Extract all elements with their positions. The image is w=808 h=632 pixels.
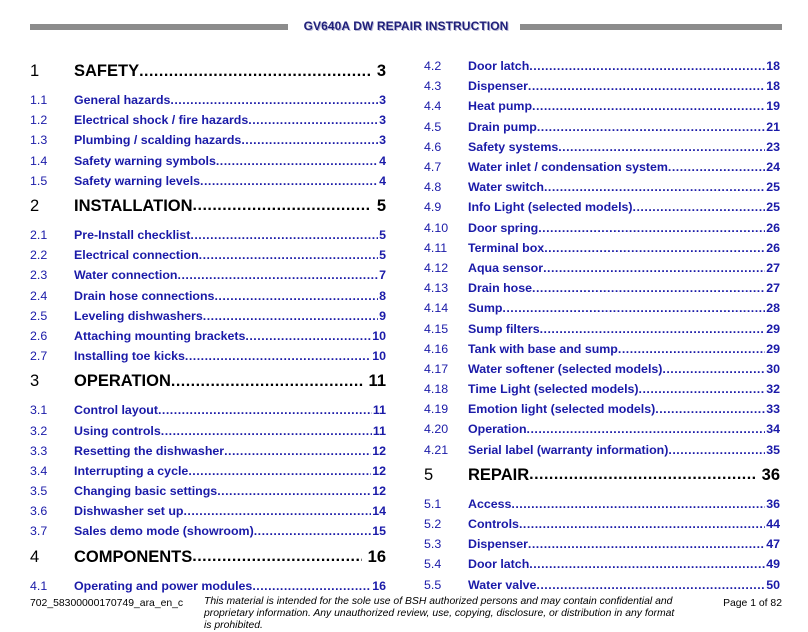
toc-entry-title: Resetting the dishwasher	[74, 443, 225, 458]
toc-entry-title: Electrical connection	[74, 248, 199, 263]
toc-entry-title: Access	[468, 496, 512, 511]
document-title: GV640A DW REPAIR INSTRUCTION	[303, 19, 509, 33]
toc-entry-page: 9	[379, 308, 386, 323]
toc-section-heading[interactable]	[424, 460, 780, 489]
toc-entry-title: Safety systems	[468, 139, 559, 154]
toc-entry[interactable]	[30, 130, 386, 150]
toc-entry-title: Aqua sensor	[468, 260, 544, 275]
toc-entry-number: 4.6	[424, 139, 442, 154]
toc-entry-page: 27	[766, 260, 780, 275]
toc-dot-leader	[519, 517, 765, 531]
toc-dot-leader	[224, 444, 371, 458]
toc-dot-leader	[618, 342, 765, 356]
toc-entry-page: 36	[766, 496, 780, 511]
toc-entry-page: 7	[379, 268, 386, 283]
toc-entry-page: 25	[766, 200, 780, 215]
toc-entry-number: 4.13	[424, 281, 449, 296]
toc-entry[interactable]	[424, 197, 780, 217]
toc-entry-page: 49	[766, 557, 780, 572]
toc-entry-page: 25	[766, 180, 780, 195]
toc-dot-leader	[185, 349, 371, 363]
toc-entry-page: 4	[379, 153, 386, 168]
toc-entry-number: 1.2	[30, 113, 48, 128]
toc-entry[interactable]	[424, 238, 780, 258]
toc-entry[interactable]	[424, 554, 780, 574]
toc-entry[interactable]	[30, 245, 386, 265]
toc-entry-title: Heat pump	[468, 99, 533, 114]
toc-dot-leader	[655, 402, 765, 416]
toc-entry-page: 44	[766, 517, 780, 532]
toc-entry-title: Drain hose connections	[74, 288, 215, 303]
toc-dot-leader	[193, 197, 371, 215]
toc-entry[interactable]	[424, 96, 780, 116]
toc-entry-page: 50	[766, 577, 780, 592]
toc-entry-title: Interrupting a cycle	[74, 463, 189, 478]
toc-dot-leader	[538, 221, 765, 235]
toc-entry-page: 29	[766, 321, 780, 336]
toc-entry-number: 5.4	[424, 557, 442, 572]
toc-entry-title: OPERATION	[74, 372, 171, 391]
toc-dot-leader	[536, 578, 765, 592]
toc-entry-page: 34	[766, 422, 780, 437]
toc-entry[interactable]	[30, 326, 386, 346]
toc-entry-title: Using controls	[74, 423, 161, 438]
toc-entry[interactable]	[424, 339, 780, 359]
toc-entry-page: 5	[379, 248, 386, 263]
toc-entry-title: Tank with base and sump	[468, 341, 618, 356]
toc-dot-leader	[537, 120, 765, 134]
toc-dot-leader	[245, 329, 371, 343]
toc-entry-page: 12	[372, 463, 386, 478]
toc-entry-number: 5.3	[424, 537, 442, 552]
toc-entry-title: Drain hose	[468, 281, 533, 296]
toc-dot-leader	[528, 537, 765, 551]
toc-entry-page: 33	[766, 402, 780, 417]
toc-entry-number: 3.5	[30, 484, 48, 499]
toc-entry-number: 4.7	[424, 160, 442, 175]
toc-entry-page: 10	[372, 349, 386, 364]
toc-entry-number: 4.21	[424, 442, 449, 457]
toc-entry-title: Control layout	[74, 403, 158, 418]
toc-entry-title: Terminal box	[468, 240, 545, 255]
toc-entry-page: 3	[379, 113, 386, 128]
toc-entry-title: General hazards	[74, 93, 171, 108]
toc-entry[interactable]	[30, 286, 386, 306]
toc-entry-title: Time Light (selected models)	[468, 382, 639, 397]
toc-entry[interactable]	[424, 76, 780, 96]
toc-entry-number: 4.18	[424, 382, 449, 397]
toc-entry[interactable]	[424, 514, 780, 534]
toc-entry-page: 28	[766, 301, 780, 316]
toc-entry-title: INSTALLATION	[74, 196, 193, 215]
toc-entry[interactable]	[424, 137, 780, 157]
toc-entry[interactable]	[30, 151, 386, 171]
toc-entry-title: Operation	[468, 422, 527, 437]
toc-entry-page: 8	[379, 288, 386, 303]
toc-dot-leader	[216, 154, 378, 168]
toc-dot-leader	[540, 322, 766, 336]
toc-entry[interactable]	[424, 56, 780, 76]
toc-entry-page: 14	[372, 504, 386, 519]
toc-entry[interactable]	[30, 110, 386, 130]
toc-dot-leader	[170, 93, 378, 107]
toc-entry[interactable]	[30, 306, 386, 326]
toc-entry-title: Changing basic settings	[74, 484, 218, 499]
toc-entry-page: 5	[376, 196, 386, 215]
toc-entry-page: 21	[766, 119, 780, 134]
toc-dot-leader	[668, 160, 765, 174]
toc-entry-page: 26	[766, 240, 780, 255]
toc-dot-leader	[203, 309, 378, 323]
toc-entry-number: 2.1	[30, 228, 48, 243]
toc-entry-number: 1.3	[30, 133, 48, 148]
toc-entry-number: 5.5	[424, 577, 442, 592]
toc-entry[interactable]	[424, 440, 780, 460]
toc-dot-leader	[190, 228, 378, 242]
toc-entry-number: 3.1	[30, 403, 48, 418]
toc-entry[interactable]	[30, 501, 386, 521]
toc-entry-title: Emotion light (selected models)	[468, 402, 656, 417]
toc-entry-page: 35	[766, 442, 780, 457]
toc-entry-page: 5	[379, 228, 386, 243]
toc-entry-title: Water softener (selected models)	[468, 361, 663, 376]
toc-entry[interactable]	[424, 494, 780, 514]
toc-entry-number: 5.1	[424, 496, 442, 511]
toc-dot-leader	[544, 180, 765, 194]
toc-entry-title: Controls	[468, 517, 519, 532]
toc-entry-page: 12	[372, 443, 386, 458]
toc-entry[interactable]	[424, 298, 780, 318]
toc-entry[interactable]	[424, 379, 780, 399]
toc-entry-title: Sales demo mode (showroom)	[74, 524, 254, 539]
toc-entry-page: 4	[379, 173, 386, 188]
page-number: Page 1 of 82	[723, 598, 782, 609]
toc-entry[interactable]	[424, 177, 780, 197]
toc-dot-leader	[662, 362, 765, 376]
toc-section-heading[interactable]	[30, 366, 386, 395]
page-header	[30, 20, 782, 34]
toc-entry-number: 2.2	[30, 248, 48, 263]
toc-dot-leader	[183, 504, 371, 518]
toc-dot-leader	[543, 261, 765, 275]
toc-entry-title: Drain pump	[468, 119, 537, 134]
toc-entry-page: 16	[367, 547, 386, 566]
document-id: 702_58300000170749_ara_en_c	[30, 598, 184, 609]
toc-entry-title: Installing toe kicks	[74, 349, 185, 364]
toc-entry[interactable]	[424, 419, 780, 439]
toc-entry-title: Pre-Install checklist	[74, 228, 191, 243]
toc-entry[interactable]	[424, 534, 780, 554]
toc-entry-number: 4.20	[424, 422, 449, 437]
toc-entry-title: Sump filters	[468, 321, 540, 336]
confidentiality-notice: This material is intended for the sole use of BSH authorized persons and may contain confidential and proprietary information. Any unauthorized review, use, copying, disclosure, or distribution in any format is prohibited.	[204, 596, 675, 631]
toc-entry-number: 2	[30, 196, 40, 215]
toc-dot-leader	[199, 248, 378, 262]
toc-entry-title: Safety warning levels	[74, 173, 201, 188]
toc-entry-page: 11	[372, 423, 386, 438]
toc-entry-number: 5.2	[424, 517, 442, 532]
toc-entry[interactable]	[30, 461, 386, 481]
toc-section-heading[interactable]	[30, 542, 386, 571]
toc-entry-number: 4.15	[424, 321, 449, 336]
toc-entry-page: 24	[766, 160, 780, 175]
toc-entry-title: Dishwasher set up	[74, 504, 184, 519]
toc-dot-leader	[633, 200, 766, 214]
toc-entry-title: Water valve	[468, 577, 537, 592]
toc-entry[interactable]	[424, 575, 780, 595]
toc-entry-title: Dispenser	[468, 79, 528, 94]
toc-entry-number: 4.3	[424, 79, 442, 94]
toc-entry[interactable]	[30, 521, 386, 541]
toc-entry-page: 3	[379, 133, 386, 148]
toc-dot-leader	[217, 484, 371, 498]
toc-entry[interactable]	[30, 346, 386, 366]
toc-dot-leader	[171, 373, 363, 391]
toc-entry-number: 2.3	[30, 268, 48, 283]
toc-entry-number: 4.8	[424, 180, 442, 195]
toc-dot-leader	[252, 579, 371, 593]
toc-entry-number: 2.7	[30, 349, 48, 364]
toc-entry-number: 1.1	[30, 93, 48, 108]
toc-entry-page: 10	[372, 328, 386, 343]
toc-entry[interactable]	[424, 258, 780, 278]
toc-entry-number: 4.2	[424, 59, 442, 74]
toc-dot-leader	[529, 59, 765, 73]
toc-entry-page: 30	[766, 361, 780, 376]
toc-entry-number: 5	[424, 465, 434, 484]
toc-entry-number: 3	[30, 372, 40, 391]
toc-entry[interactable]	[424, 117, 780, 137]
toc-dot-leader	[558, 140, 765, 154]
toc-entry-number: 2.5	[30, 308, 48, 323]
toc-entry[interactable]	[424, 218, 780, 238]
toc-section-heading[interactable]	[30, 191, 386, 220]
toc-dot-leader	[668, 443, 765, 457]
toc-entry-page: 32	[766, 382, 780, 397]
toc-entry-page: 29	[766, 341, 780, 356]
toc-dot-leader	[254, 524, 372, 538]
toc-entry[interactable]	[30, 576, 386, 596]
toc-dot-leader	[241, 133, 378, 147]
toc-dot-leader	[544, 241, 765, 255]
toc-entry-title: Door latch	[468, 557, 530, 572]
toc-entry[interactable]	[30, 420, 386, 440]
toc-entry[interactable]	[30, 481, 386, 501]
toc-entry-number: 4.14	[424, 301, 449, 316]
toc-entry-page: 3	[379, 93, 386, 108]
toc-entry-title: Plumbing / scalding hazards	[74, 133, 242, 148]
toc-entry[interactable]	[30, 171, 386, 191]
toc-entry[interactable]	[424, 399, 780, 419]
toc-entry-title: COMPONENTS	[74, 547, 193, 566]
toc-entry-number: 4.4	[424, 99, 442, 114]
toc-entry-page: 47	[766, 537, 780, 552]
toc-entry-title: REPAIR	[468, 465, 530, 484]
toc-entry-number: 3.7	[30, 524, 48, 539]
toc-entry-number: 4.5	[424, 119, 442, 134]
toc-entry[interactable]	[30, 265, 386, 285]
toc-entry-number: 1.4	[30, 153, 48, 168]
toc-entry[interactable]	[424, 278, 780, 298]
toc-entry-title: Water switch	[468, 180, 544, 195]
toc-entry-page: 26	[766, 220, 780, 235]
toc-entry-number: 3.3	[30, 443, 48, 458]
toc-entry-title: Water connection	[74, 268, 178, 283]
toc-entry-number: 3.6	[30, 504, 48, 519]
toc-section-heading[interactable]	[30, 56, 386, 85]
toc-dot-leader	[639, 382, 766, 396]
toc-entry-number: 4.19	[424, 402, 449, 417]
toc-entry-number: 3.2	[30, 423, 48, 438]
toc-dot-leader	[158, 403, 372, 417]
toc-dot-leader	[527, 422, 766, 436]
toc-entry-page: 3	[376, 62, 386, 80]
toc-dot-leader	[532, 99, 765, 113]
toc-dot-leader	[532, 281, 765, 295]
toc-dot-leader	[529, 557, 765, 571]
toc-right-column	[424, 56, 780, 595]
toc-entry-number: 4.10	[424, 220, 449, 235]
toc-entry-number: 4.11	[424, 240, 448, 255]
toc-dot-leader	[529, 466, 756, 484]
toc-entry-title: Door spring	[468, 220, 539, 235]
toc-entry-title: Dispenser	[468, 537, 528, 552]
toc-entry-title: Leveling dishwashers	[74, 308, 203, 323]
toc-entry-number: 3.4	[30, 463, 48, 478]
toc-dot-leader	[188, 464, 371, 478]
toc-entry-page: 15	[372, 524, 386, 539]
toc-entry-number: 2.4	[30, 288, 48, 303]
toc-entry-page: 27	[766, 281, 780, 296]
toc-entry-title: Sump	[468, 301, 503, 316]
toc-entry[interactable]	[30, 441, 386, 461]
toc-entry-page: 19	[766, 99, 780, 114]
toc-entry-page: 12	[372, 484, 386, 499]
toc-dot-leader	[528, 79, 765, 93]
toc-entry-title: Serial label (warranty information)	[468, 442, 669, 457]
toc-entry-number: 4.17	[424, 361, 449, 376]
toc-dot-leader	[161, 424, 372, 438]
toc-dot-leader	[178, 268, 379, 282]
toc-entry-number: 1	[30, 62, 40, 80]
toc-entry[interactable]	[424, 318, 780, 338]
toc-entry-number: 4.12	[424, 260, 449, 275]
toc-entry-page: 23	[766, 139, 780, 154]
toc-entry[interactable]	[424, 157, 780, 177]
toc-dot-leader	[248, 113, 378, 127]
toc-entry[interactable]	[424, 359, 780, 379]
toc-entry-page: 18	[766, 79, 780, 94]
toc-dot-leader	[192, 548, 361, 566]
toc-entry-title: Operating and power modules	[74, 578, 253, 593]
toc-entry-number: 1.5	[30, 173, 48, 188]
toc-entry-title: Info Light (selected models)	[468, 200, 633, 215]
toc-entry-title: Safety warning symbols	[74, 153, 216, 168]
toc-entry-number: 4.16	[424, 341, 449, 356]
toc-dot-leader	[200, 174, 378, 188]
toc-entry-title: Door latch	[468, 59, 530, 74]
toc-entry-number: 2.6	[30, 328, 48, 343]
toc-entry-page: 36	[761, 465, 780, 484]
toc-entry-title: Attaching mounting brackets	[74, 328, 246, 343]
toc-entry-page: 11	[372, 403, 386, 418]
toc-entry-page: 18	[766, 59, 780, 74]
toc-dot-leader	[502, 301, 765, 315]
toc-dot-leader	[214, 289, 378, 303]
toc-entry-title: Electrical shock / fire hazards	[74, 113, 249, 128]
toc-entry-page: 11	[368, 372, 386, 391]
toc-entry-title: SAFETY	[74, 62, 140, 80]
toc-dot-leader	[139, 63, 371, 81]
toc-entry-title: Water inlet / condensation system	[468, 160, 668, 175]
toc-left-column	[30, 56, 386, 596]
toc-dot-leader	[511, 497, 765, 511]
toc-entry[interactable]	[30, 225, 386, 245]
toc-entry-number: 4.1	[30, 578, 48, 593]
toc-entry-number: 4	[30, 547, 40, 566]
toc-entry[interactable]	[30, 400, 386, 420]
toc-entry-number: 4.9	[424, 200, 442, 215]
toc-entry[interactable]	[30, 90, 386, 110]
toc-entry-page: 16	[372, 578, 386, 593]
